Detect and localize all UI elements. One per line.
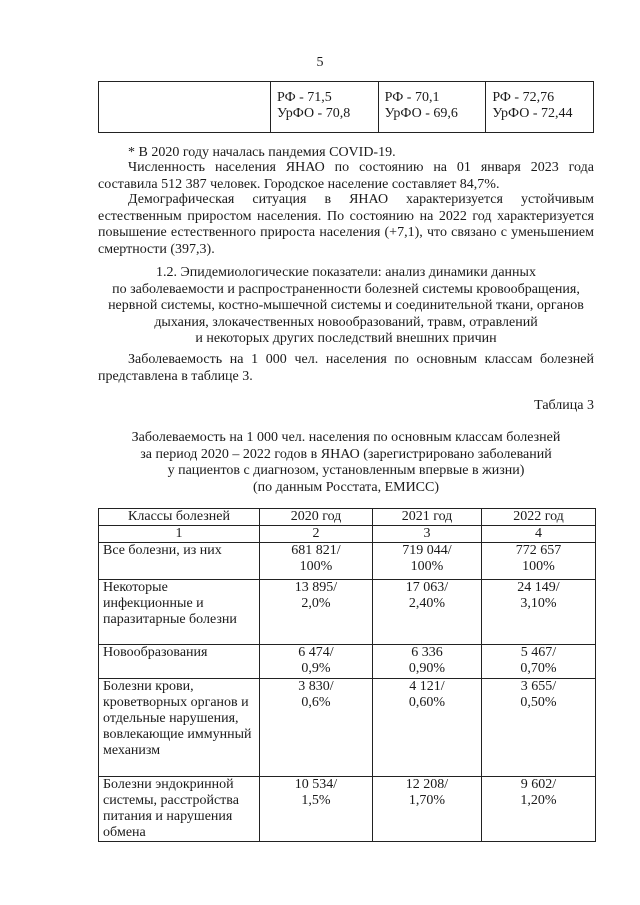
- value-cell: 681 821/ 100%: [260, 543, 373, 580]
- header-cell-2022: 2022 год: [482, 509, 596, 526]
- table-row: [99, 679, 596, 777]
- cell-line: РФ - 72,76: [492, 90, 555, 105]
- value-cell: 3 830/ 0,6%: [260, 679, 373, 777]
- table-row: [99, 777, 596, 842]
- intro-paragraph: Заболеваемость на 1 000 чел. населения по основным классам болезней представлена в таблице 3.: [98, 352, 594, 384]
- value-cell: 9 602/ 1,20%: [482, 777, 596, 842]
- demographic-paragraph: Демографическая ситуация в ЯНАО характеризуется устойчивым естественным приростом населения. По состоянию на 2022 год характеризуется повышение естественного прироста населения (+7,1), что связано с уменьшением смертности (397,3).: [98, 192, 594, 257]
- header-cell-2020: 2020 год: [260, 509, 373, 526]
- cell-line: РФ - 70,1: [384, 90, 440, 105]
- title-line: Заболеваемость на 1 000 чел. населения по основным классам болезней: [131, 430, 561, 445]
- life-expectancy-table-fragment: [98, 81, 594, 133]
- index-cell: 4: [482, 526, 596, 543]
- value-cell: 4 121/ 0,60%: [373, 679, 482, 777]
- value-cell: 6 474/ 0,9%: [260, 645, 373, 679]
- cell-line: УрФО - 72,44: [492, 106, 573, 121]
- empty-cell: [99, 82, 271, 133]
- header-cell-class: Классы болезней: [99, 509, 260, 526]
- class-name-cell: Болезни эндокринной системы, расстройства питания и нарушения обмена: [99, 777, 260, 842]
- cell-line: УрФО - 70,8: [277, 106, 351, 121]
- index-cell: 3: [373, 526, 482, 543]
- value-cell: 6 336 0,90%: [373, 645, 482, 679]
- value-cell: 5 467/ 0,70%: [482, 645, 596, 679]
- class-name-cell: Новообразования: [99, 645, 260, 679]
- section-heading: [98, 265, 594, 348]
- cell-line: РФ - 71,5: [277, 90, 332, 105]
- heading-line: дыхания, злокачественных новообразований, травм, отравлений: [154, 314, 538, 330]
- table-label: Таблица 3: [534, 398, 594, 413]
- value-cell: 3 655/ 0,50%: [482, 679, 596, 777]
- class-name-cell: Некоторые инфекционные и паразитарные болезни: [99, 580, 260, 645]
- value-cell: 24 149/ 3,10%: [482, 580, 596, 645]
- value-cell: 719 044/ 100%: [373, 543, 482, 580]
- page-number: 5: [316, 55, 324, 70]
- title-line: у пациентов с диагнозом, установленным впервые в жизни): [167, 463, 525, 478]
- heading-line: нервной системы, костно-мышечной системы и соединительной ткани, органов: [108, 298, 584, 313]
- value-cell: 17 063/ 2,40%: [373, 580, 482, 645]
- heading-line: 1.2. Эпидемиологические показатели: анализ динамики данных: [156, 265, 536, 280]
- table-row: [99, 645, 596, 679]
- value-cell: 10 534/ 1,5%: [260, 777, 373, 842]
- table-title: [98, 430, 594, 496]
- heading-line: по заболеваемости и распространенности болезней системы кровообращения,: [112, 281, 580, 297]
- footnote-paragraph: * В 2020 году началась пандемия COVID-19.: [128, 145, 396, 160]
- value-cell: 772 657 100%: [482, 543, 596, 580]
- heading-line: и некоторых других последствий внешних причин: [195, 331, 497, 346]
- value-cell: 13 895/ 2,0%: [260, 580, 373, 645]
- index-cell: 1: [99, 526, 260, 543]
- population-paragraph: Численность населения ЯНАО по состоянию на 01 января 2023 года составила 512 387 человек. Городское население составляет 84,7%.: [98, 160, 594, 192]
- title-line: (по данным Росстата, ЕМИСС): [252, 479, 440, 495]
- title-line: за период 2020 – 2022 годов в ЯНАО (зарегистрировано заболеваний: [140, 446, 552, 462]
- cell-col1: [271, 82, 379, 133]
- cell-col3: [486, 82, 594, 133]
- class-name-cell: Болезни крови, кроветворных органов и отдельные нарушения, вовлекающие иммунный механизм: [99, 679, 260, 777]
- value-cell: 12 208/ 1,70%: [373, 777, 482, 842]
- cell-col2: [378, 82, 486, 133]
- index-cell: 2: [260, 526, 373, 543]
- cell-line: УрФО - 69,6: [384, 106, 458, 121]
- morbidity-table: [98, 508, 596, 842]
- table-row: [99, 543, 596, 580]
- header-cell-2021: 2021 год: [373, 509, 482, 526]
- class-name-cell: Все болезни, из них: [99, 543, 260, 580]
- table-row: [99, 580, 596, 645]
